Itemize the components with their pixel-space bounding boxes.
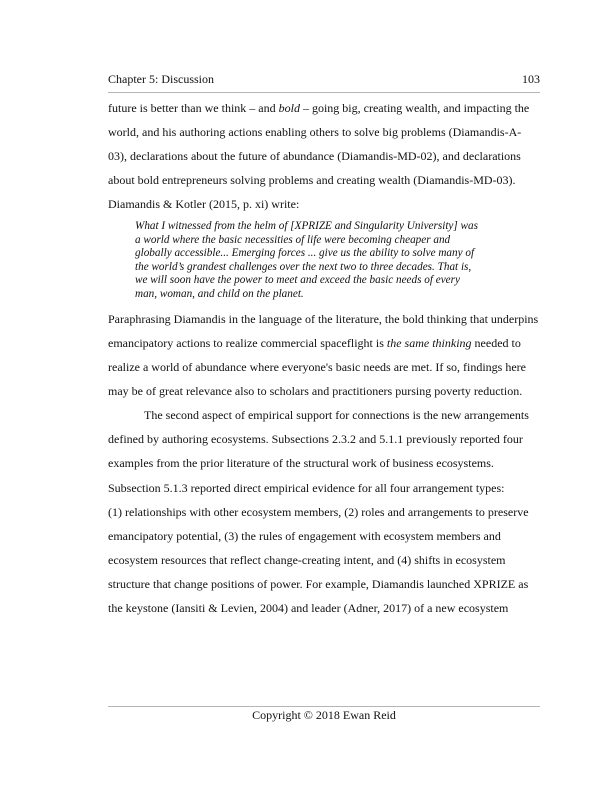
text-line: ecosystem resources that reflect change-creating intent, and (4) shifts in ecosystem xyxy=(108,552,506,567)
chapter-title: Chapter 5: Discussion xyxy=(108,72,214,86)
text-line: the keystone (Iansiti & Levien, 2004) and leader (Adner, 2017) of a new ecosystem xyxy=(108,601,509,616)
quote-line: we will soon have the power to meet and exceed the basic needs of every xyxy=(135,274,460,287)
block-quote xyxy=(135,220,515,300)
text-line: about bold entrepreneurs solving problems and creating wealth (Diamandis-MD-03). xyxy=(108,173,516,188)
text-line: Paraphrasing Diamandis in the language of the literature, the bold thinking that underpins xyxy=(108,311,539,326)
header-divider xyxy=(108,92,540,93)
quote-line: What I witnessed from the helm of [XPRIZE and Singularity University] was xyxy=(135,220,478,233)
emphasis: the same thinking xyxy=(386,336,472,350)
paragraph-2 xyxy=(108,307,542,403)
text-line: examples from the prior literature of the structural work of business ecosystems. xyxy=(108,456,494,471)
text-line: may be of great relevance also to scholars and practitioners pursing poverty reduction. xyxy=(108,384,523,399)
quote-line: a world where the basic necessities of life were becoming cheaper and xyxy=(135,233,451,246)
page-number: 103 xyxy=(522,72,540,86)
footer-divider xyxy=(108,706,540,707)
text-line: world, and his authoring actions enabling others to solve big problems (Diamandis-A- xyxy=(108,125,522,140)
text-line: 03), declarations about the future of abundance (Diamandis-MD-02), and declarations xyxy=(108,149,521,164)
text-line: The second aspect of empirical support for connections is the new arrangements xyxy=(144,408,529,423)
text-line: Subsection 5.1.3 reported direct empirical evidence for all four arrangement types: xyxy=(108,480,505,495)
text-line: structure that change positions of power. For example, Diamandis launched XPRIZE as xyxy=(108,576,529,591)
body-text xyxy=(108,96,542,620)
emphasis: bold xyxy=(278,101,300,115)
text-line: Diamandis & Kotler (2015, p. xi) write: xyxy=(108,197,300,212)
quote-line: man, woman, and child on the planet. xyxy=(135,287,304,300)
paragraph-1 xyxy=(108,96,542,216)
quote-line: globally accessible... Emerging forces ... give us the ability to solve many of xyxy=(135,247,475,260)
text-line: (1) relationships with other ecosystem members, (2) roles and arrangements to preserve xyxy=(108,504,529,519)
copyright-footer: Copyright © 2018 Ewan Reid xyxy=(252,708,396,722)
text-line: emancipatory potential, (3) the rules of engagement with ecosystem members and xyxy=(108,528,501,543)
paragraph-3 xyxy=(108,403,542,620)
quote-line: the world’s grandest challenges over the next two to three decades. That is, xyxy=(135,260,472,273)
text-line: future is better than we think – and bold – going big, creating wealth, and impacting the xyxy=(108,101,530,115)
text-line: realize a world of abundance where everyone's basic needs are met. If so, findings here xyxy=(108,360,526,375)
text-line: defined by authoring ecosystems. Subsections 2.3.2 and 5.1.1 previously reported four xyxy=(108,432,523,447)
text-line: emancipatory actions to realize commercial spaceflight is the same thinking needed to xyxy=(108,336,521,350)
